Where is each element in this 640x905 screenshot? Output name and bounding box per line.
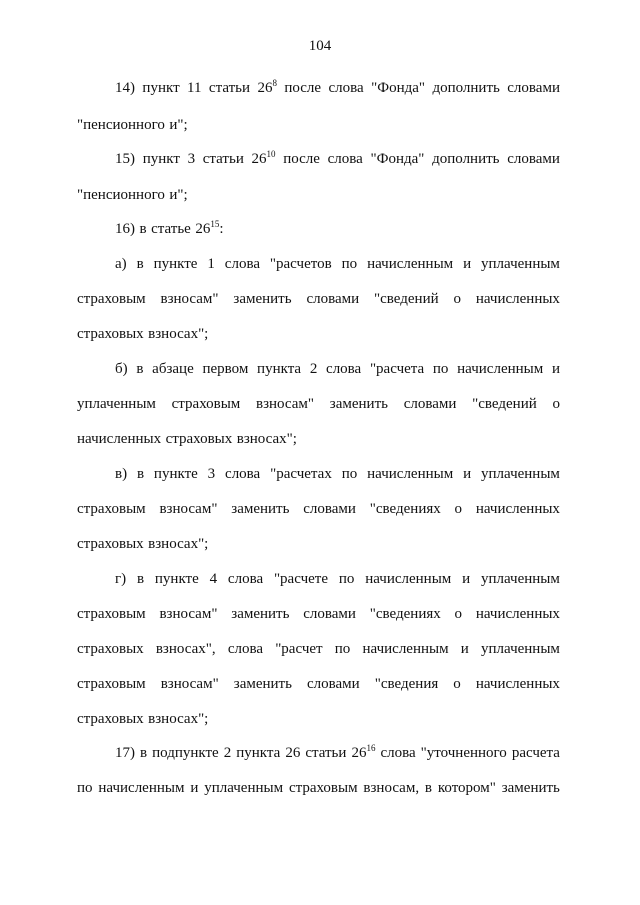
text-line: 14) пункт 11 статьи $26^8$ после слова "Фонда" дополнить словами [115, 78, 560, 96]
text-line: а) в пункте 1 слова "расчетов по начисленным и уплаченным [115, 256, 560, 272]
text-line: страховых взносах"; [77, 536, 209, 552]
text-line: страховых взносах"; [77, 326, 209, 342]
page-number: 104 [308, 38, 332, 54]
text-line: 16) в статье $26^{15}$: [115, 219, 224, 237]
text-line: страховым взносам" заменить словами "сведения о начисленных [77, 676, 560, 692]
text-line: 17) в подпункте 2 пункта 26 статьи $26^{16}$ слова "уточненного расчета [115, 743, 560, 761]
text-line: 15) пункт 3 статьи $26^{10}$ после слова "Фонда" дополнить словами [115, 149, 560, 167]
text-line: "пенсионного и"; [77, 187, 188, 203]
text-line: "пенсионного и"; [77, 117, 188, 133]
text-line: по начисленным и уплаченным страховым взносам, в котором" заменить [77, 780, 560, 796]
text-line: страховых взносах"; [77, 711, 209, 727]
text-line: уплаченным страховым взносам" заменить словами "сведений о [77, 396, 560, 412]
text-line: г) в пункте 4 слова "расчете по начисленным и уплаченным [115, 571, 560, 587]
text-line: в) в пункте 3 слова "расчетах по начисленным и уплаченным [115, 466, 560, 482]
text-line: страховым взносам" заменить словами "сведениях о начисленных [77, 501, 560, 517]
text-line: страховых взносах", слова "расчет по начисленным и уплаченным [77, 641, 560, 657]
text-line: страховым взносам" заменить словами "сведений о начисленных [77, 291, 560, 307]
text-line: б) в абзаце первом пункта 2 слова "расчета по начисленным и [115, 361, 560, 377]
text-line: начисленных страховых взносах"; [77, 431, 297, 447]
text-line: страховым взносам" заменить словами "сведениях о начисленных [77, 606, 560, 622]
